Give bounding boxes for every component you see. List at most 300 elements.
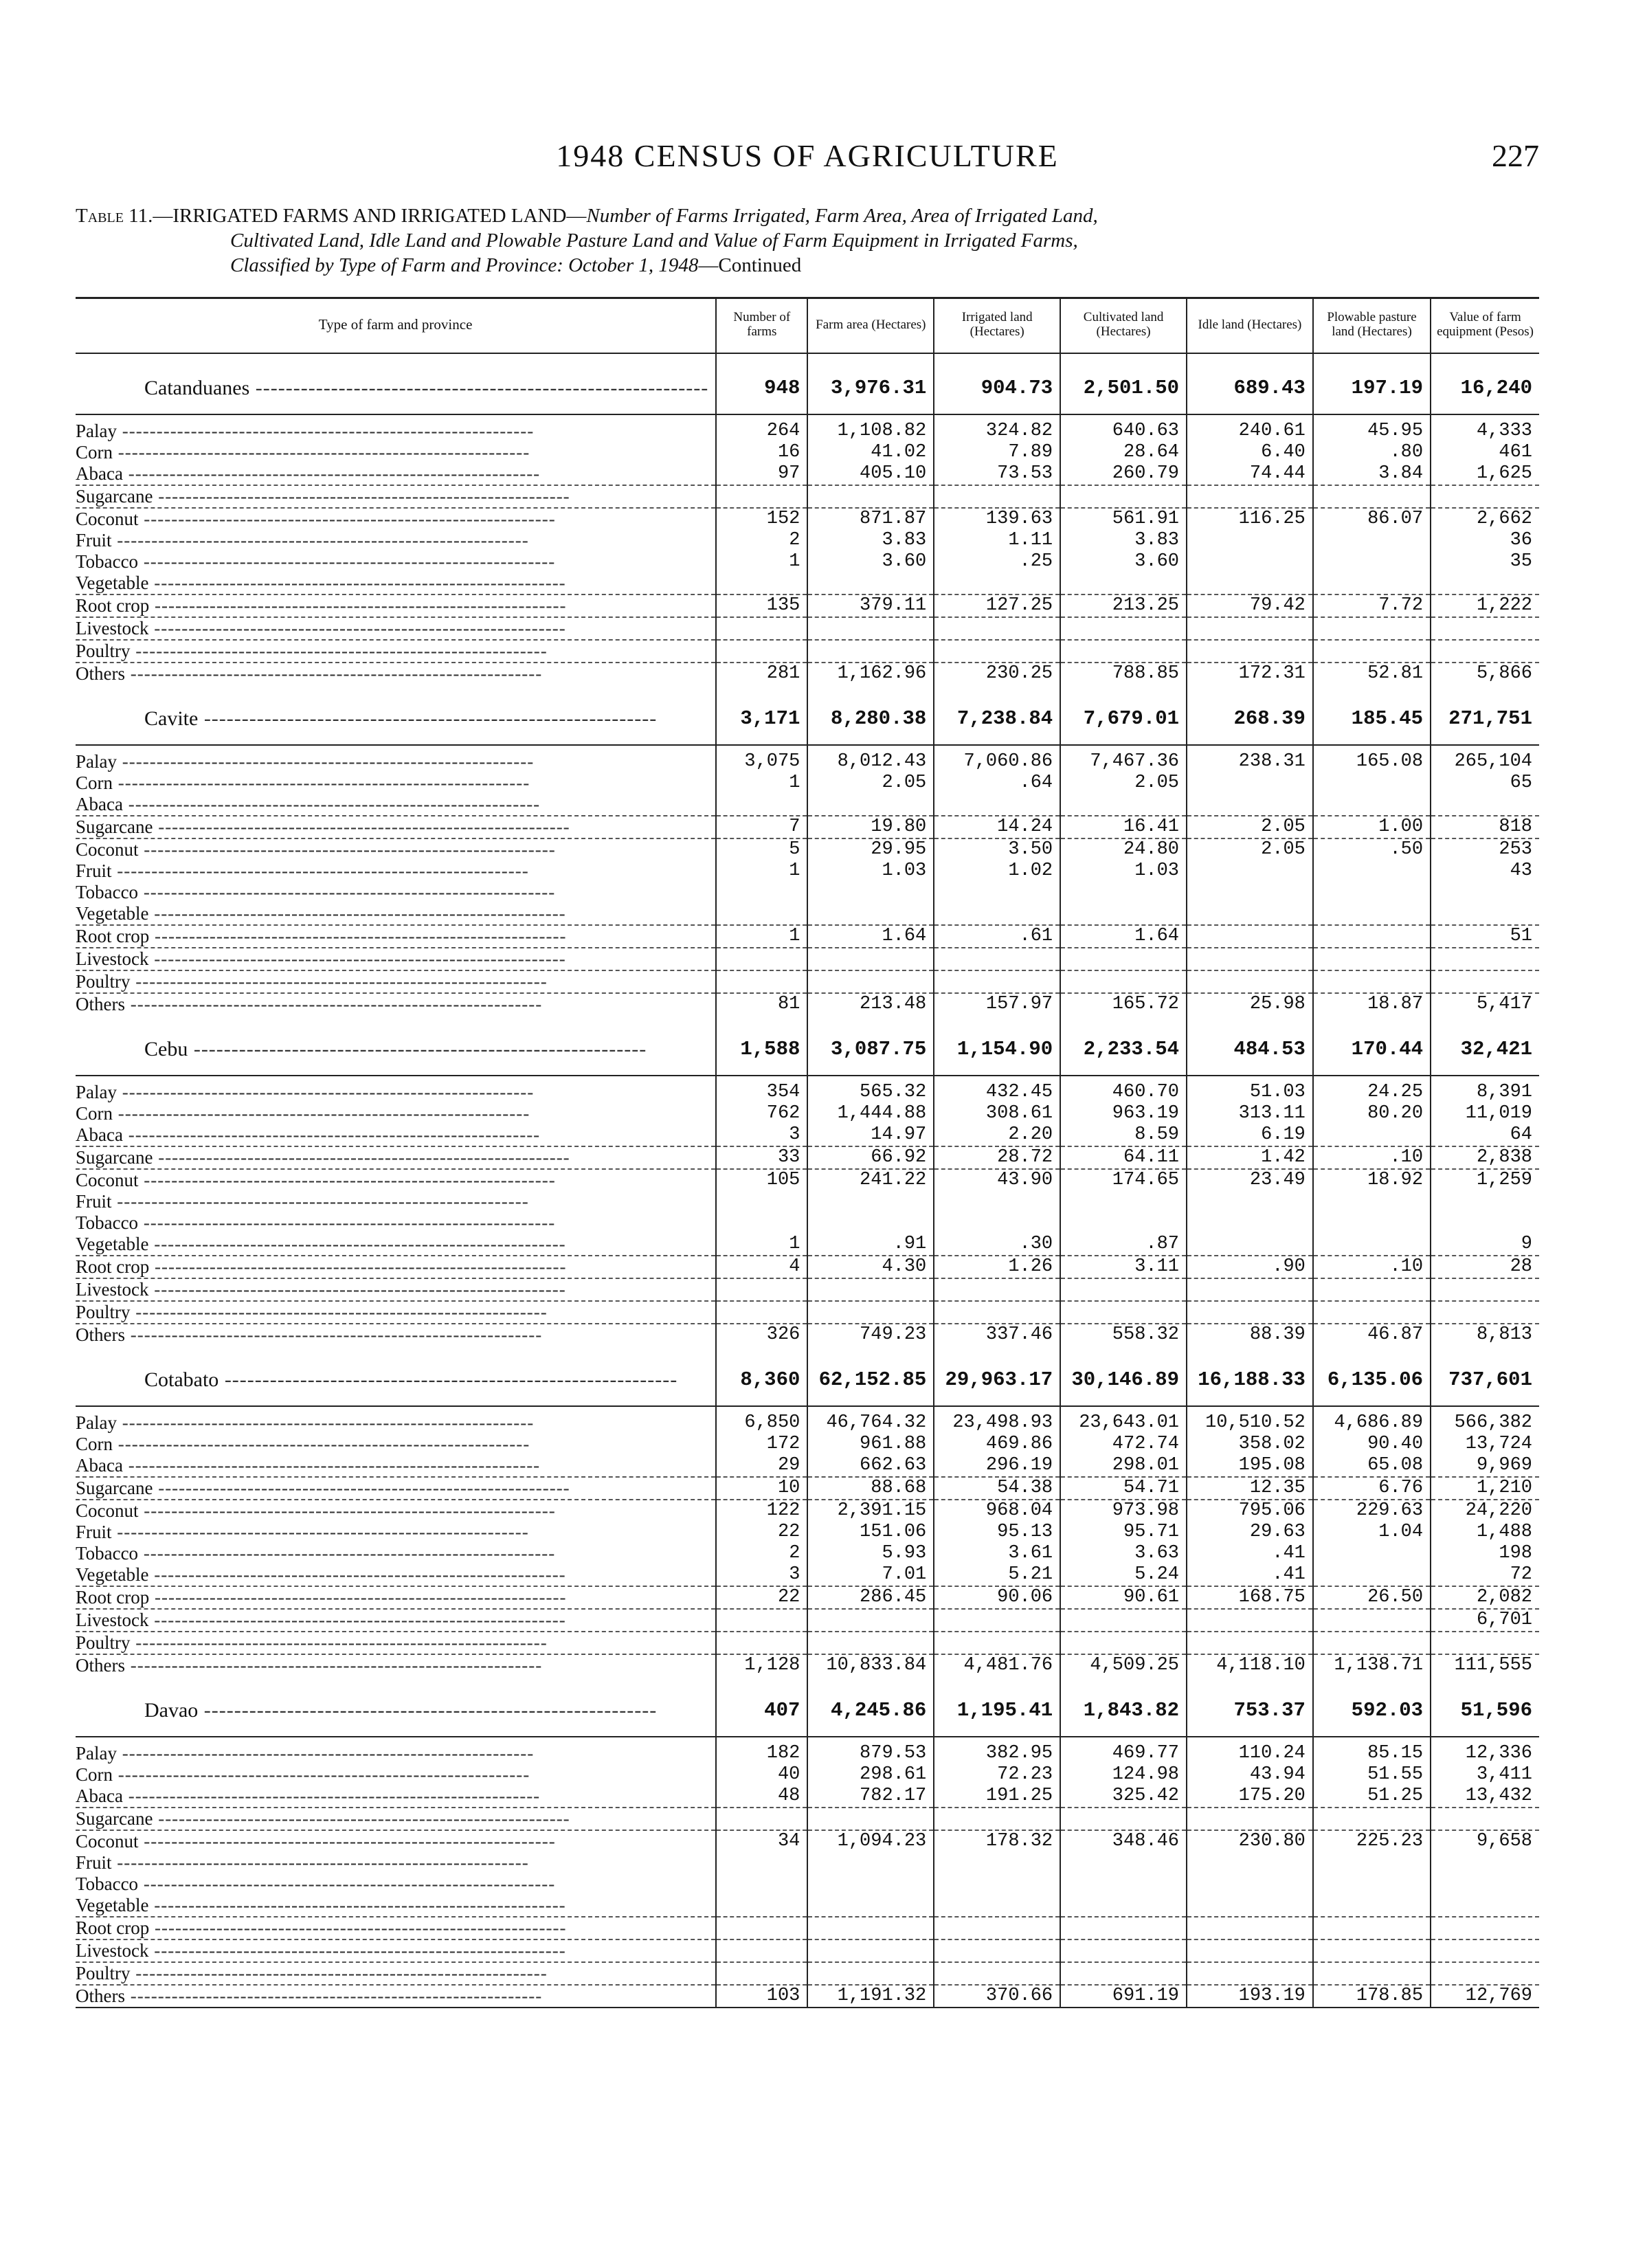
table-cell bbox=[934, 572, 1060, 594]
table-cell: 3,411 bbox=[1431, 1764, 1539, 1786]
table-cell bbox=[1060, 1609, 1187, 1632]
table-cell: 963.19 bbox=[1060, 1103, 1187, 1124]
table-cell: 1 bbox=[716, 925, 807, 948]
table-cell bbox=[1187, 1852, 1313, 1874]
table-cell bbox=[1187, 1301, 1313, 1324]
farm-type-text: Sugarcane bbox=[76, 486, 153, 507]
table-cell: 95.13 bbox=[934, 1522, 1060, 1543]
province-total-cell: 62,152.85 bbox=[807, 1346, 934, 1406]
table-cell: 2,662 bbox=[1431, 508, 1539, 530]
table-cell bbox=[716, 794, 807, 816]
table-cell bbox=[1060, 1301, 1187, 1324]
table-cell: 4,686.89 bbox=[1313, 1406, 1431, 1434]
table-cell: 124.98 bbox=[1060, 1764, 1187, 1786]
table-cell: 8,813 bbox=[1431, 1324, 1539, 1346]
table-cell: 1.26 bbox=[934, 1256, 1060, 1278]
column-header: Irrigated land (Hectares) bbox=[934, 298, 1060, 354]
table-row bbox=[76, 1737, 1539, 1764]
table-cell: 2,391.15 bbox=[807, 1500, 934, 1522]
farm-type-text: Livestock bbox=[76, 948, 149, 969]
table-cell: 871.87 bbox=[807, 508, 934, 530]
farm-type-text: Coconut bbox=[76, 1170, 139, 1190]
farm-type-text: Coconut bbox=[76, 1831, 139, 1852]
province-total-row bbox=[76, 353, 1539, 414]
table-cell bbox=[716, 1852, 807, 1874]
province-total-cell: 948 bbox=[716, 353, 807, 414]
table-cell bbox=[807, 948, 934, 970]
table-cell: 65 bbox=[1431, 772, 1539, 794]
table-cell: 7.72 bbox=[1313, 594, 1431, 617]
farm-type-label: Fruit ------------------------------------------------------------ bbox=[76, 1522, 529, 1542]
table-cell: 2.05 bbox=[807, 772, 934, 794]
farm-type-label: Poultry ------------------------------------------------------------ bbox=[76, 970, 716, 993]
table-cell: 10,510.52 bbox=[1187, 1406, 1313, 1434]
table-cell: 472.74 bbox=[1060, 1434, 1187, 1455]
table-cell: 973.98 bbox=[1060, 1500, 1187, 1522]
table-cell bbox=[1313, 640, 1431, 663]
farm-type-label: Abaca ------------------------------------------------------------ bbox=[76, 463, 716, 485]
table-cell bbox=[1313, 1234, 1431, 1256]
table-cell: 8,012.43 bbox=[807, 745, 934, 772]
table-cell: 26.50 bbox=[1313, 1586, 1431, 1609]
table-cell: 48 bbox=[716, 1786, 807, 1808]
province-name: Cotabato ------------------------------------------------------------ bbox=[144, 1368, 678, 1391]
province-total-row bbox=[76, 1676, 1539, 1737]
farm-type-label: Palay ------------------------------------------------------------ bbox=[76, 1737, 716, 1764]
table-cell: 260.79 bbox=[1060, 463, 1187, 485]
province-total-cell: 689.43 bbox=[1187, 353, 1313, 414]
farm-type-label: Vegetable ------------------------------------------------------------ bbox=[76, 1234, 716, 1256]
table-cell: 23,498.93 bbox=[934, 1406, 1060, 1434]
table-row bbox=[76, 1477, 1539, 1500]
table-cell: 241.22 bbox=[807, 1169, 934, 1191]
province-total-cell: 407 bbox=[716, 1676, 807, 1737]
table-row bbox=[76, 970, 1539, 993]
table-cell bbox=[1187, 617, 1313, 640]
table-cell: 6.19 bbox=[1187, 1124, 1313, 1146]
farm-type-label: Tobacco ------------------------------------------------------------ bbox=[76, 1874, 556, 1894]
farm-type-label: Tobacco ------------------------------------------------------------ bbox=[76, 882, 556, 902]
farm-type-label: Others ------------------------------------------------------------ bbox=[76, 1324, 543, 1345]
farm-type-text: Abaca bbox=[76, 463, 123, 484]
table-row bbox=[76, 508, 1539, 530]
table-cell bbox=[1187, 1632, 1313, 1654]
table-cell bbox=[807, 1301, 934, 1324]
farm-type-text: Corn bbox=[76, 1764, 113, 1785]
table-cell: 88.39 bbox=[1187, 1324, 1313, 1346]
table-cell: 561.91 bbox=[1060, 508, 1187, 530]
table-cell bbox=[1313, 1895, 1431, 1917]
farm-type-label: Abaca ------------------------------------------------------------ bbox=[76, 1124, 716, 1146]
table-cell: .10 bbox=[1313, 1146, 1431, 1169]
farm-type-text: Others bbox=[76, 663, 125, 684]
table-cell: 6.40 bbox=[1187, 442, 1313, 463]
table-cell bbox=[934, 903, 1060, 925]
table-cell: 12.35 bbox=[1187, 1477, 1313, 1500]
table-row bbox=[76, 1169, 1539, 1191]
farm-type-label: Tobacco ------------------------------------------------------------ bbox=[76, 1543, 556, 1564]
table-cell: 432.45 bbox=[934, 1076, 1060, 1103]
table-cell bbox=[807, 903, 934, 925]
table-row bbox=[76, 1146, 1539, 1169]
table-cell: 9,658 bbox=[1431, 1830, 1539, 1852]
table-cell bbox=[1313, 970, 1431, 993]
table-cell: 296.19 bbox=[934, 1455, 1060, 1477]
table-cell bbox=[1187, 925, 1313, 948]
table-cell: 80.20 bbox=[1313, 1103, 1431, 1124]
table-title: —IRRIGATED FARMS AND IRRIGATED LAND— bbox=[153, 205, 587, 227]
province-name: Cebu ------------------------------------------------------------ bbox=[144, 1038, 647, 1060]
column-header: Idle land (Hectares) bbox=[1187, 298, 1313, 354]
table-cell bbox=[807, 1852, 934, 1874]
table-cell: 7,060.86 bbox=[934, 745, 1060, 772]
table-cell: .30 bbox=[934, 1234, 1060, 1256]
province-total-cell: 737,601 bbox=[1431, 1346, 1539, 1406]
table-cell: .25 bbox=[934, 551, 1060, 572]
table-row bbox=[76, 1103, 1539, 1124]
table-cell bbox=[1431, 1301, 1539, 1324]
table-cell bbox=[1431, 794, 1539, 816]
table-cell: 324.82 bbox=[934, 414, 1060, 442]
table-cell bbox=[807, 1191, 934, 1212]
province-total-row bbox=[76, 1346, 1539, 1406]
farm-type-text: Palay bbox=[76, 421, 117, 441]
table-cell: 45.95 bbox=[1313, 414, 1431, 442]
table-cell: 461 bbox=[1431, 442, 1539, 463]
farm-type-text: Root crop bbox=[76, 1587, 150, 1608]
farm-type-label: Sugarcane ------------------------------------------------------------ bbox=[76, 485, 716, 508]
table-cell: 337.46 bbox=[934, 1324, 1060, 1346]
province-name-text: Cavite bbox=[144, 707, 199, 730]
farm-type-text: Palay bbox=[76, 751, 117, 772]
farm-type-label: Sugarcane ------------------------------------------------------------ bbox=[76, 1146, 716, 1169]
table-cell: 165.72 bbox=[1060, 993, 1187, 1015]
table-caption bbox=[76, 203, 1539, 278]
table-cell bbox=[807, 794, 934, 816]
table-row bbox=[76, 1852, 1539, 1874]
province-total-cell: 1,588 bbox=[716, 1015, 807, 1076]
table-cell: 3.84 bbox=[1313, 463, 1431, 485]
province-name-text: Davao bbox=[144, 1699, 199, 1722]
table-cell bbox=[1060, 1895, 1187, 1917]
table-row bbox=[76, 948, 1539, 970]
farm-type-label: Vegetable ------------------------------------------------------------ bbox=[76, 1564, 716, 1586]
table-cell: 7 bbox=[716, 816, 807, 838]
table-cell: 749.23 bbox=[807, 1324, 934, 1346]
table-cell bbox=[1187, 1939, 1313, 1962]
table-cell bbox=[1187, 794, 1313, 816]
table-cell bbox=[807, 617, 934, 640]
table-row bbox=[76, 442, 1539, 463]
table-cell bbox=[1060, 1874, 1187, 1895]
farm-type-text: Corn bbox=[76, 1103, 113, 1124]
table-cell: 172.31 bbox=[1187, 663, 1313, 685]
farm-type-label: Tobacco ------------------------------------------------------------ bbox=[76, 1212, 556, 1233]
table-cell bbox=[1431, 882, 1539, 903]
farm-type-text: Others bbox=[76, 1324, 125, 1345]
table-cell: 24.80 bbox=[1060, 838, 1187, 860]
table-cell: 879.53 bbox=[807, 1737, 934, 1764]
table-cell bbox=[1187, 1962, 1313, 1985]
table-row bbox=[76, 1234, 1539, 1256]
farm-type-label: Coconut ------------------------------------------------------------ bbox=[76, 1500, 556, 1521]
table-cell bbox=[934, 1874, 1060, 1895]
table-description-1: Number of Farms Irrigated, Farm Area, Area of Irrigated Land, bbox=[586, 205, 1098, 227]
table-cell: 1.03 bbox=[807, 860, 934, 882]
table-cell: 3 bbox=[716, 1124, 807, 1146]
table-cell: 968.04 bbox=[934, 1500, 1060, 1522]
table-cell: 29 bbox=[716, 1455, 807, 1477]
table-cell bbox=[1187, 572, 1313, 594]
table-row bbox=[76, 1124, 1539, 1146]
table-cell bbox=[1060, 1191, 1187, 1212]
farm-type-label: Palay ------------------------------------------------------------ bbox=[76, 1406, 716, 1434]
table-cell bbox=[807, 572, 934, 594]
table-cell: 35 bbox=[1431, 551, 1539, 572]
farm-type-label: Corn ------------------------------------------------------------ bbox=[76, 772, 530, 793]
farm-type-label: Corn ------------------------------------------------------------ bbox=[76, 1764, 530, 1785]
table-cell: 151.06 bbox=[807, 1522, 934, 1543]
table-cell: 165.08 bbox=[1313, 745, 1431, 772]
table-cell bbox=[716, 1895, 807, 1917]
table-cell bbox=[716, 640, 807, 663]
table-cell: 7,467.36 bbox=[1060, 745, 1187, 772]
farm-type-text: Corn bbox=[76, 1434, 113, 1454]
table-cell: .80 bbox=[1313, 442, 1431, 463]
table-cell: 326 bbox=[716, 1324, 807, 1346]
table-cell: 19.80 bbox=[807, 816, 934, 838]
table-cell: .41 bbox=[1187, 1543, 1313, 1564]
farm-type-text: Abaca bbox=[76, 794, 123, 814]
farm-type-text: Coconut bbox=[76, 839, 139, 860]
table-cell: 565.32 bbox=[807, 1076, 934, 1103]
table-cell: 1.42 bbox=[1187, 1146, 1313, 1169]
table-cell: 2 bbox=[716, 530, 807, 551]
table-cell: 14.24 bbox=[934, 816, 1060, 838]
table-row bbox=[76, 1522, 1539, 1543]
table-cell: 90.40 bbox=[1313, 1434, 1431, 1455]
province-total-cell: 753.37 bbox=[1187, 1676, 1313, 1737]
farm-type-text: Coconut bbox=[76, 509, 139, 529]
table-cell bbox=[716, 948, 807, 970]
table-row bbox=[76, 816, 1539, 838]
farm-type-text: Root crop bbox=[76, 926, 150, 946]
table-cell bbox=[807, 640, 934, 663]
farm-type-label: Fruit ------------------------------------------------------------ bbox=[76, 1852, 529, 1873]
table-cell: 28 bbox=[1431, 1256, 1539, 1278]
column-header: Cultivated land (Hectares) bbox=[1060, 298, 1187, 354]
table-row bbox=[76, 1500, 1539, 1522]
table-cell: 23,643.01 bbox=[1060, 1406, 1187, 1434]
table-cell bbox=[1060, 572, 1187, 594]
farm-type-label: Poultry ------------------------------------------------------------ bbox=[76, 1632, 716, 1654]
table-cell: 41.02 bbox=[807, 442, 934, 463]
table-cell bbox=[934, 1852, 1060, 1874]
table-cell bbox=[1187, 1917, 1313, 1939]
table-cell: .90 bbox=[1187, 1256, 1313, 1278]
farm-type-text: Abaca bbox=[76, 1786, 123, 1806]
table-cell bbox=[1313, 1609, 1431, 1632]
farm-type-label: Abaca ------------------------------------------------------------ bbox=[76, 1455, 716, 1477]
table-cell bbox=[934, 794, 1060, 816]
table-cell: 354 bbox=[716, 1076, 807, 1103]
province-name: Davao ------------------------------------------------------------ bbox=[144, 1699, 658, 1722]
table-cell bbox=[807, 1278, 934, 1301]
farm-type-label: Corn ------------------------------------------------------------ bbox=[76, 442, 530, 463]
table-cell bbox=[1313, 530, 1431, 551]
table-cell: 66.92 bbox=[807, 1146, 934, 1169]
table-row bbox=[76, 993, 1539, 1015]
table-row bbox=[76, 1895, 1539, 1917]
table-cell: 6,701 bbox=[1431, 1609, 1539, 1632]
province-total-cell: 16,188.33 bbox=[1187, 1346, 1313, 1406]
table-cell bbox=[716, 1962, 807, 1985]
farm-type-text: Root crop bbox=[76, 595, 150, 616]
table-cell: 64 bbox=[1431, 1124, 1539, 1146]
table-cell: 313.11 bbox=[1187, 1103, 1313, 1124]
farm-type-label: Fruit ------------------------------------------------------------ bbox=[76, 860, 529, 881]
table-cell: 469.86 bbox=[934, 1434, 1060, 1455]
farm-type-text: Fruit bbox=[76, 860, 112, 881]
table-row bbox=[76, 414, 1539, 442]
table-cell bbox=[934, 1808, 1060, 1830]
table-cell: 182 bbox=[716, 1737, 807, 1764]
table-header-row bbox=[76, 298, 1539, 354]
province-total-cell: 484.53 bbox=[1187, 1015, 1313, 1076]
farm-type-label: Others ------------------------------------------------------------ bbox=[76, 1655, 543, 1676]
table-cell: 29.95 bbox=[807, 838, 934, 860]
farm-type-label: Root crop ------------------------------------------------------------ bbox=[76, 925, 716, 948]
table-cell: 762 bbox=[716, 1103, 807, 1124]
census-table bbox=[76, 297, 1539, 2008]
province-total-cell: 4,245.86 bbox=[807, 1676, 934, 1737]
farm-type-text: Poultry bbox=[76, 1963, 131, 1983]
table-cell bbox=[1313, 1808, 1431, 1830]
table-cell: 18.87 bbox=[1313, 993, 1431, 1015]
province-total-cell: 2,233.54 bbox=[1060, 1015, 1187, 1076]
table-row bbox=[76, 925, 1539, 948]
table-cell: 1,222 bbox=[1431, 594, 1539, 617]
table-cell bbox=[1313, 1301, 1431, 1324]
table-cell bbox=[1060, 970, 1187, 993]
table-cell bbox=[1060, 1962, 1187, 1985]
farm-type-label: Corn ------------------------------------------------------------ bbox=[76, 1434, 530, 1454]
farm-type-text: Fruit bbox=[76, 1852, 112, 1873]
table-cell bbox=[716, 1917, 807, 1939]
column-header: Number of farms bbox=[716, 298, 807, 354]
table-cell: 9 bbox=[1431, 1234, 1539, 1256]
table-cell: 46.87 bbox=[1313, 1324, 1431, 1346]
table-cell: 23.49 bbox=[1187, 1169, 1313, 1191]
farm-type-label: Palay ------------------------------------------------------------ bbox=[76, 1076, 716, 1103]
table-cell: .10 bbox=[1313, 1256, 1431, 1278]
table-row bbox=[76, 1786, 1539, 1808]
table-cell: 81 bbox=[716, 993, 807, 1015]
table-cell: 3.11 bbox=[1060, 1256, 1187, 1278]
table-cell: 1,162.96 bbox=[807, 663, 934, 685]
table-cell bbox=[1187, 640, 1313, 663]
farm-type-text: Sugarcane bbox=[76, 1478, 153, 1498]
table-cell bbox=[1187, 948, 1313, 970]
table-cell bbox=[716, 485, 807, 508]
table-cell: 18.92 bbox=[1313, 1169, 1431, 1191]
table-cell bbox=[1313, 1278, 1431, 1301]
table-cell: 174.65 bbox=[1060, 1169, 1187, 1191]
table-cell: 1.03 bbox=[1060, 860, 1187, 882]
farm-type-text: Tobacco bbox=[76, 882, 139, 902]
farm-type-label: Palay ------------------------------------------------------------ bbox=[76, 745, 716, 772]
farm-type-text: Tobacco bbox=[76, 1543, 139, 1564]
farm-type-text: Corn bbox=[76, 442, 113, 463]
province-name: Cavite ------------------------------------------------------------ bbox=[144, 707, 658, 730]
table-cell: 213.25 bbox=[1060, 594, 1187, 617]
table-cell: 193.19 bbox=[1187, 1985, 1313, 2008]
table-cell bbox=[1313, 1939, 1431, 1962]
table-cell bbox=[716, 970, 807, 993]
farm-type-label: Coconut ------------------------------------------------------------ bbox=[76, 1831, 556, 1852]
table-row bbox=[76, 1830, 1539, 1852]
table-cell: 12,769 bbox=[1431, 1985, 1539, 2008]
farm-type-label: Livestock ------------------------------------------------------------ bbox=[76, 1609, 716, 1632]
table-row bbox=[76, 860, 1539, 882]
table-cell bbox=[807, 1609, 934, 1632]
table-cell bbox=[1313, 925, 1431, 948]
farm-type-label: Others ------------------------------------------------------------ bbox=[76, 1986, 543, 2006]
table-cell bbox=[807, 970, 934, 993]
province-total-cell: 1,195.41 bbox=[934, 1676, 1060, 1737]
table-cell: 1.02 bbox=[934, 860, 1060, 882]
farm-type-text: Livestock bbox=[76, 1610, 149, 1630]
table-cell bbox=[1187, 1874, 1313, 1895]
table-cell bbox=[1060, 1278, 1187, 1301]
table-cell: 43.90 bbox=[934, 1169, 1060, 1191]
province-total-cell: 16,240 bbox=[1431, 353, 1539, 414]
table-cell: 1.64 bbox=[1060, 925, 1187, 948]
table-cell: 157.97 bbox=[934, 993, 1060, 1015]
table-cell: 10,833.84 bbox=[807, 1654, 934, 1676]
table-row bbox=[76, 1543, 1539, 1564]
province-name-text: Cebu bbox=[144, 1038, 188, 1060]
table-label: Table 11. bbox=[76, 205, 153, 227]
table-row bbox=[76, 1586, 1539, 1609]
province-total-cell: 29,963.17 bbox=[934, 1346, 1060, 1406]
table-cell bbox=[1060, 882, 1187, 903]
table-cell bbox=[1313, 1124, 1431, 1146]
table-cell: 1 bbox=[716, 860, 807, 882]
table-cell bbox=[1187, 860, 1313, 882]
table-cell: 308.61 bbox=[934, 1103, 1060, 1124]
table-cell: 178.85 bbox=[1313, 1985, 1431, 2008]
table-cell bbox=[716, 1609, 807, 1632]
table-description-2: Cultivated Land, Idle Land and Plowable Pasture Land and Value of Farm Equipment in Irrigated Farms, bbox=[230, 230, 1078, 252]
table-cell bbox=[1313, 1564, 1431, 1586]
table-cell bbox=[1313, 551, 1431, 572]
farm-type-text: Livestock bbox=[76, 1279, 149, 1300]
table-cell bbox=[934, 1917, 1060, 1939]
province-total-cell: 3,171 bbox=[716, 685, 807, 745]
farm-type-text: Poultry bbox=[76, 971, 131, 992]
table-cell bbox=[1431, 1278, 1539, 1301]
table-cell bbox=[1431, 1917, 1539, 1939]
table-row bbox=[76, 663, 1539, 685]
table-cell: 191.25 bbox=[934, 1786, 1060, 1808]
table-cell: 34 bbox=[716, 1830, 807, 1852]
column-header: Value of farm equipment (Pesos) bbox=[1431, 298, 1539, 354]
table-cell: 1,138.71 bbox=[1313, 1654, 1431, 1676]
table-cell bbox=[1313, 1917, 1431, 1939]
table-row bbox=[76, 1939, 1539, 1962]
table-cell: 795.06 bbox=[1187, 1500, 1313, 1522]
